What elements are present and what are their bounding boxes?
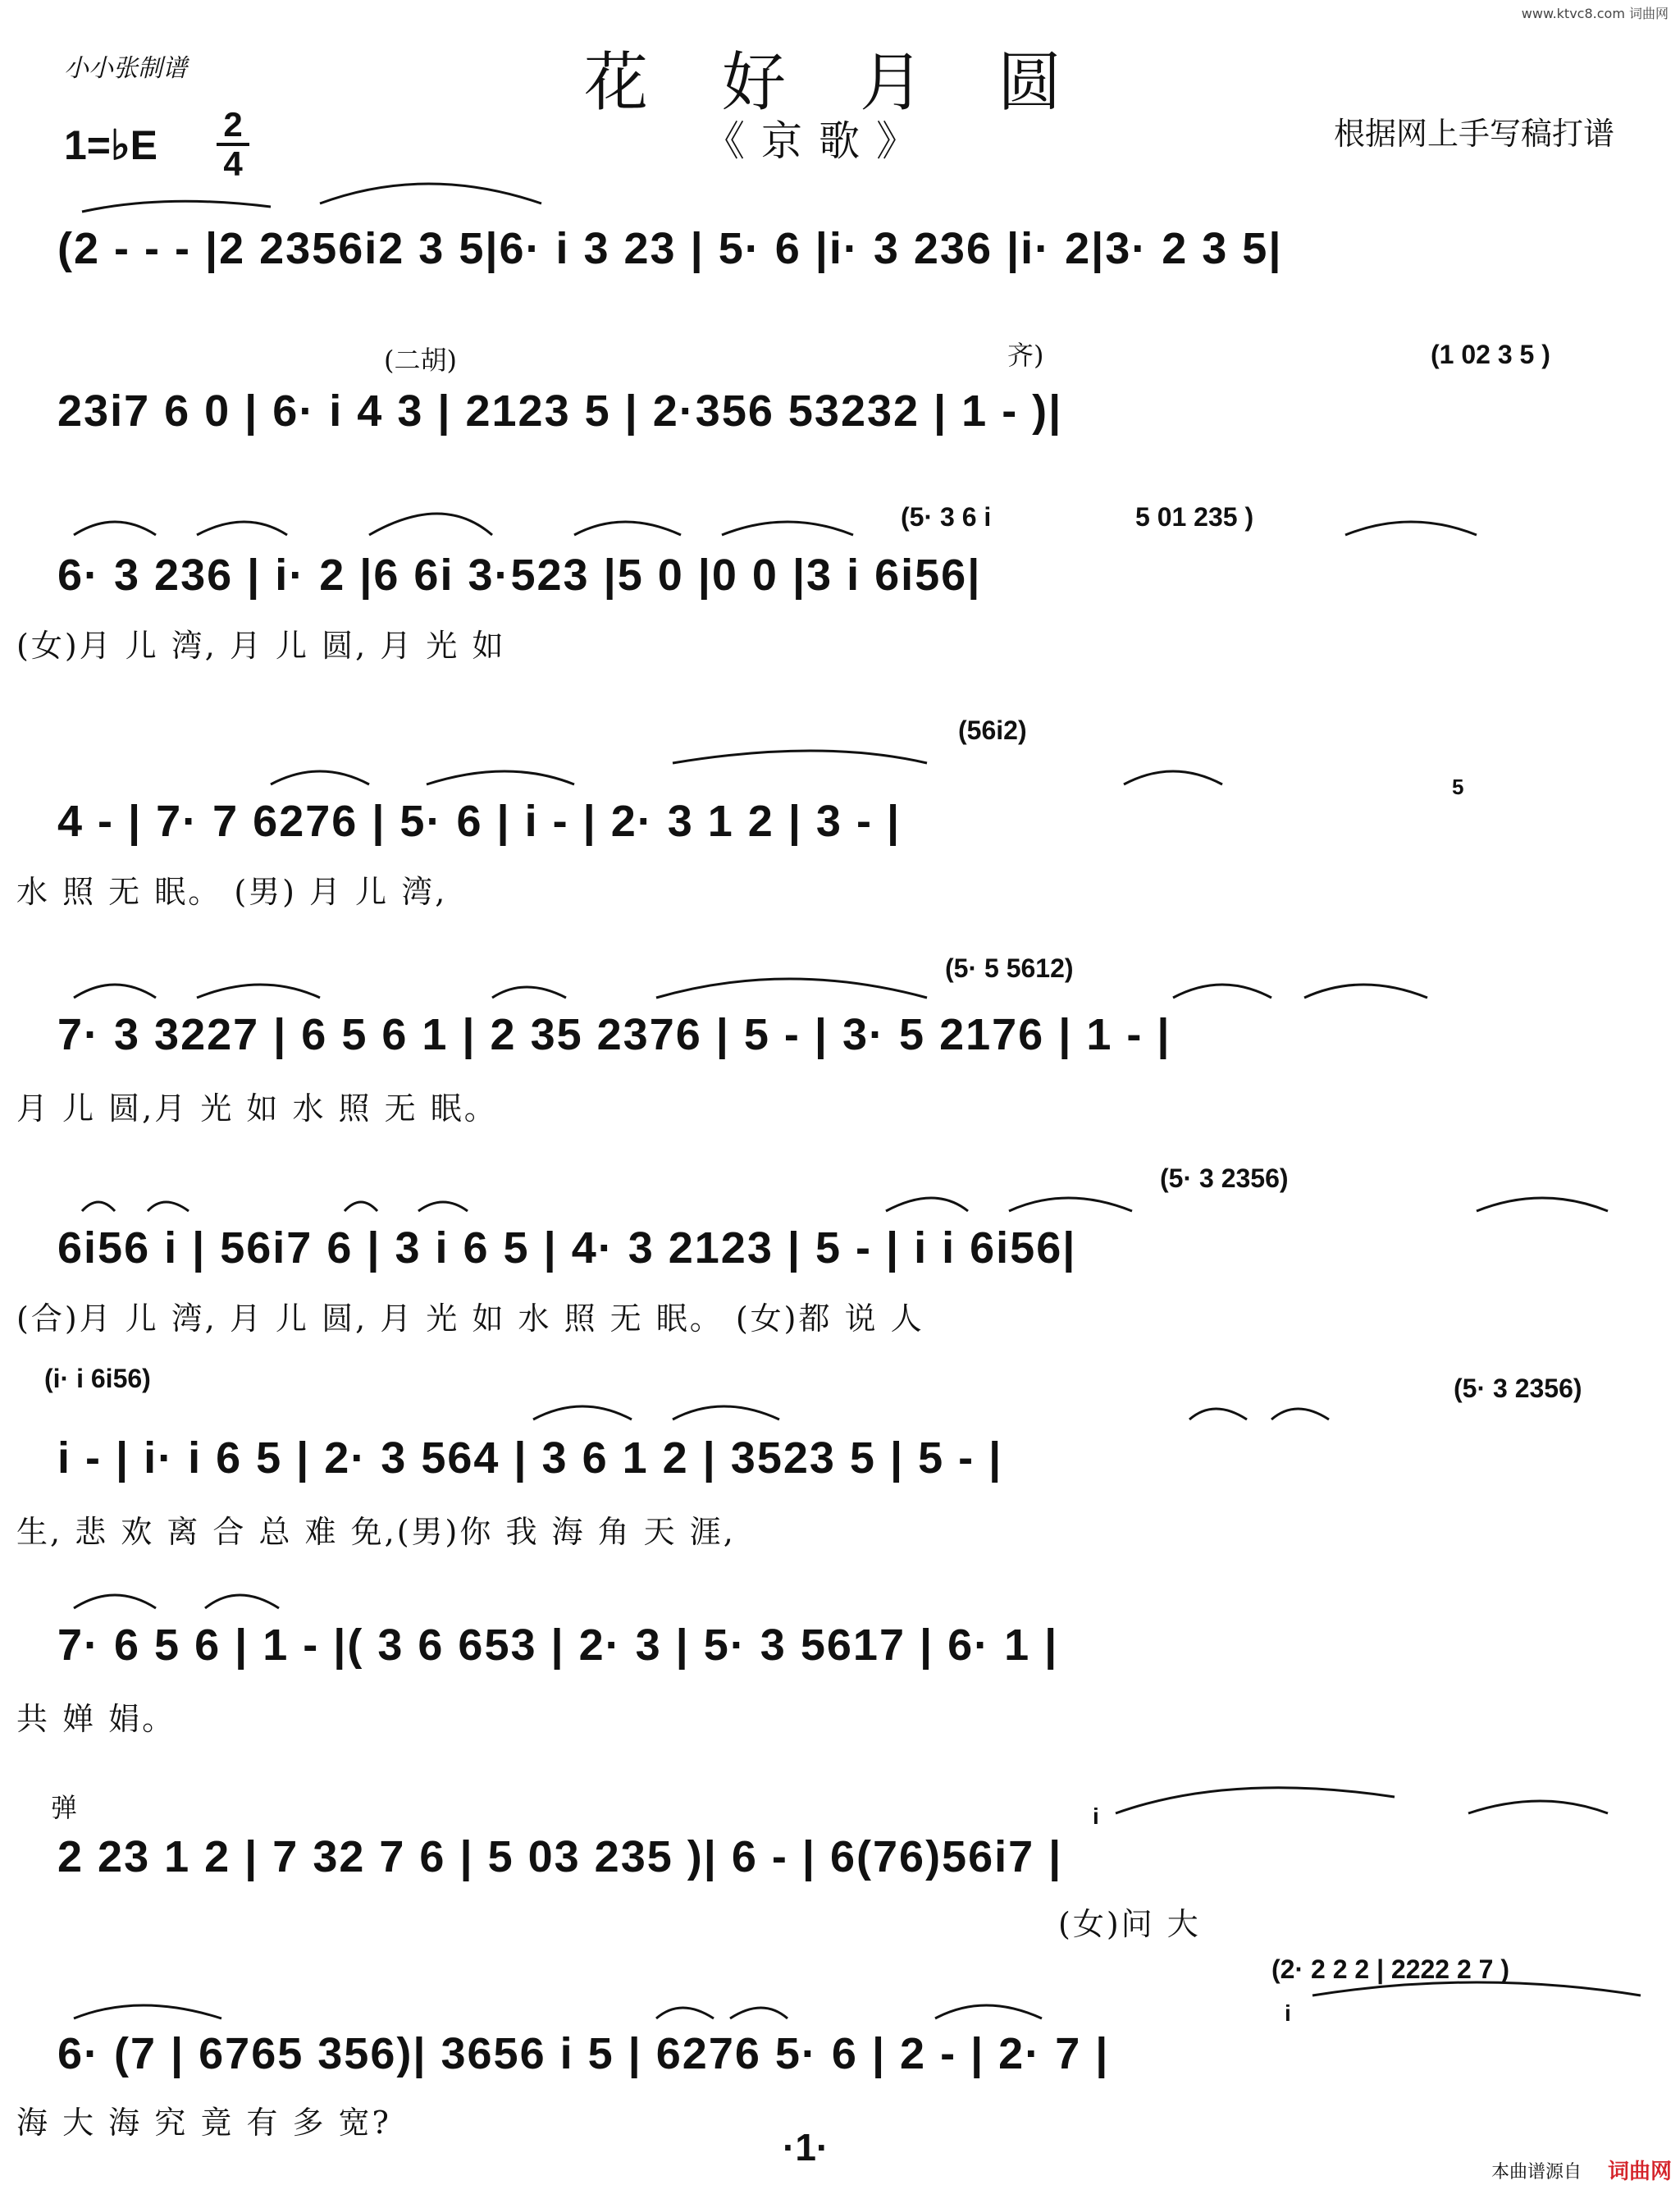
grace-note: i: [1093, 1803, 1099, 1829]
slur: [673, 1406, 779, 1419]
bracket-phrase: (1 02 3 5 ): [1431, 340, 1550, 369]
notes-line-10: 6· (7 | 6765 356)| 3656 i 5 | 6276 5· 6 | 2 - | 2· 7 |: [57, 2029, 1110, 2078]
slur: [1189, 1409, 1247, 1419]
notes-line-9: 2 23 1 2 | 7 32 7 6 | 5 03 235 )| 6 - | 6(76)56i7 |: [57, 1832, 1063, 1881]
slur: [1173, 985, 1271, 998]
notes-line-1: (2 - - - |2 2356i2 3 5|6· i 3 23 | 5· 6 |i· 3 236 |i· 2|3· 2 3 5|: [57, 224, 1283, 273]
lyrics-line-8: 共 婵 娟。: [16, 1701, 176, 1737]
slur: [320, 184, 541, 203]
slur: [1312, 1982, 1641, 1995]
slur: [1477, 1198, 1608, 1211]
score-maker: 小小张制谱: [64, 54, 187, 83]
notes-line-7: i - | i· i 6 5 | 2· 3 564 | 3 6 1 2 | 3523 5 | 5 - |: [57, 1433, 1003, 1483]
grace-note: i: [1285, 2000, 1291, 2026]
bracket-phrase-a: (5· 3 6 i: [901, 502, 992, 532]
lyrics-line-4: 水 照 无 眠。 (男) 月 儿 湾,: [16, 874, 448, 910]
slur: [418, 1202, 468, 1211]
notes-line-4: 4 - | 7· 7 6276 | 5· 6 | i - | 2· 3 1 2 | 3 - |: [57, 797, 902, 846]
lyrics-line-9: (女)问 大: [1058, 1906, 1201, 1942]
slur: [1304, 985, 1427, 998]
bracket-phrase: (5· 5 5612): [945, 953, 1074, 983]
lyrics-line-5: 月 儿 圆,月 光 如 水 照 无 眠。: [16, 1090, 498, 1127]
bracket-phrase-b: (5· 3 2356): [1454, 1374, 1582, 1403]
bracket-phrase: (56i2): [958, 715, 1027, 745]
slur: [656, 2008, 714, 2018]
slur: [82, 1202, 115, 1211]
notes-line-6: 6i56 i | 56i7 6 | 3 i 6 5 | 4· 3 2123 | 5 - | i i 6i56|: [57, 1223, 1077, 1273]
slur: [74, 522, 156, 535]
slur: [1345, 522, 1477, 535]
footer-source-label: 本曲谱源自: [1491, 2162, 1582, 2183]
slur: [74, 1595, 156, 1608]
slur: [1116, 1788, 1395, 1813]
slur: [886, 1198, 968, 1211]
slur: [427, 771, 574, 784]
bracket-phrase: (5· 3 2356): [1160, 1163, 1289, 1193]
lyrics-line-6: (合)月 儿 湾, 月 儿 圆, 月 光 如 水 照 无 眠。 (女)都 说 人: [16, 1300, 924, 1337]
key-signature: 1=♭E: [64, 122, 158, 168]
slur: [369, 514, 492, 535]
meter-numerator: 2: [223, 105, 243, 144]
slur: [533, 1406, 632, 1419]
slur: [82, 201, 271, 212]
slur: [574, 522, 681, 535]
pluck-mark: 弹: [51, 1792, 78, 1823]
bracket-phrase: (2· 2 2 2 | 2222 2 7 ): [1271, 1954, 1510, 1984]
lyrics-line-3: (女)月 儿 湾, 月 儿 圆, 月 光 如: [16, 628, 506, 664]
erhu-mark: (二胡): [384, 345, 457, 376]
lyrics-line-7: 生, 悲 欢 离 合 总 难 免,(男)你 我 海 角 天 涯,: [16, 1514, 736, 1550]
song-title: 花好月圆: [584, 46, 1136, 120]
slur: [148, 1202, 189, 1211]
footer-site-logo: 词曲网: [1608, 2160, 1673, 2184]
notes-line-5: 7· 3 3227 | 6 5 6 1 | 2 35 2376 | 5 - | 3· 5 2176 | 1 - |: [57, 1010, 1171, 1059]
meter-denominator: 4: [223, 144, 243, 183]
notes-line-8: 7· 6 5 6 | 1 - |( 3 6 653 | 2· 3 | 5· 3 5617 | 6· 1 |: [57, 1620, 1059, 1670]
slur: [1271, 1409, 1329, 1419]
slur: [271, 771, 369, 784]
page-number: ·1·: [783, 2126, 829, 2169]
notes-line-2: 23i7 6 0 | 6· i 4 3 | 2123 5 | 2·356 53232 | 1 - )|: [57, 386, 1063, 436]
unison-mark: 齐): [1007, 340, 1044, 371]
slur: [730, 2008, 788, 2018]
slur: [492, 987, 566, 998]
slur: [205, 1595, 279, 1608]
slur: [1124, 771, 1222, 784]
slur: [722, 522, 853, 535]
slur: [345, 1202, 377, 1211]
slur: [673, 751, 927, 763]
watermark: www.ktvc8.com 词曲网: [1521, 6, 1669, 21]
song-genre: 《京歌》: [704, 117, 934, 165]
slur: [935, 2005, 1042, 2018]
bracket-phrase-b: 5 01 235 ): [1135, 502, 1254, 532]
slur: [74, 2005, 221, 2018]
slur: [1468, 1801, 1608, 1813]
grace-note: 5: [1452, 775, 1464, 799]
slur: [656, 979, 927, 998]
slur: [197, 522, 287, 535]
slur: [1009, 1198, 1132, 1211]
slur: [197, 985, 320, 998]
slur: [74, 985, 156, 998]
transcription-source: 根据网上手写稿打谱: [1334, 116, 1615, 152]
lyrics-line-10: 海 大 海 究 竟 有 多 宽?: [16, 2105, 391, 2141]
bracket-phrase-a: (i· i 6i56): [44, 1364, 151, 1393]
notes-line-3: 6· 3 236 | i· 2 |6 6i 3·523 |5 0 |0 0 |3 i 6i56|: [57, 551, 982, 600]
